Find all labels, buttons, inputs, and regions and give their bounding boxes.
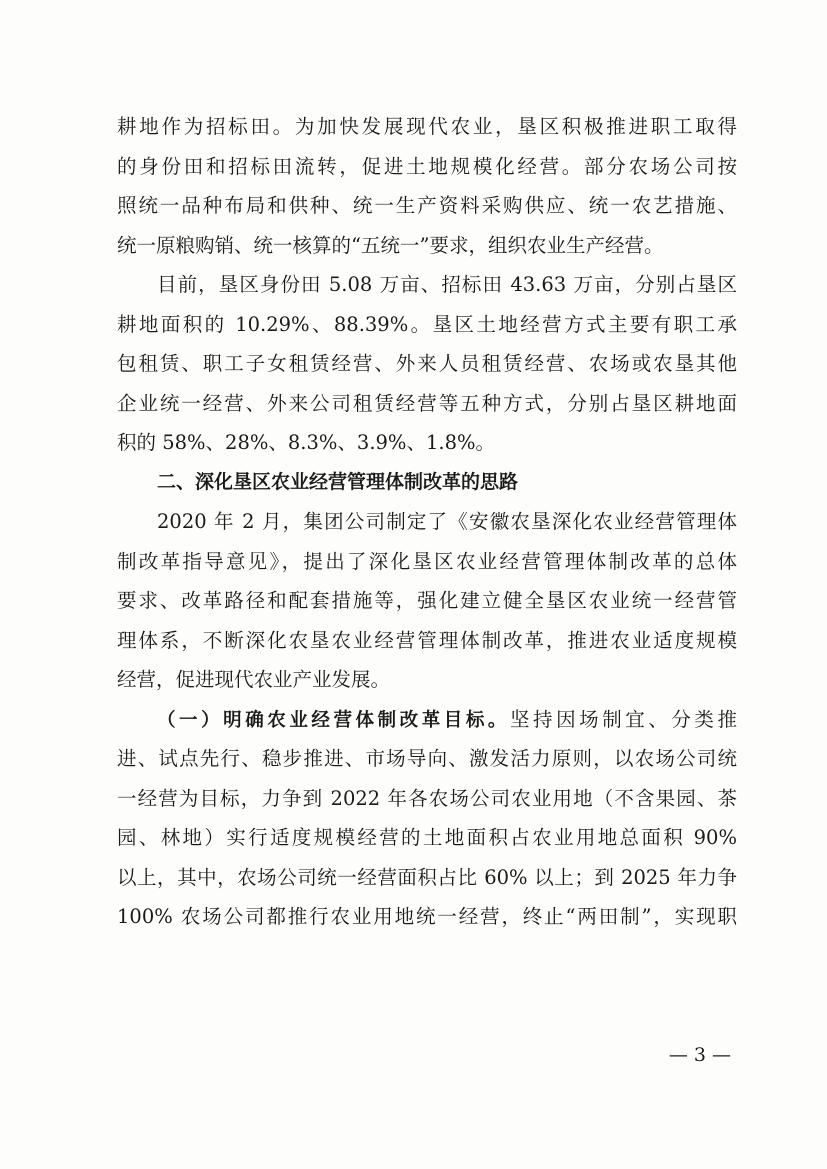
paragraph-line: 目前，垦区身份田 5.08 万亩、招标田 43.63 万亩，分别占垦区 — [157, 273, 737, 296]
paragraph-line: 以上，其中，农场公司统一经营面积占比 60% 以上；到 2025 年力争 — [117, 865, 737, 889]
section-heading: 二、深化垦区农业经营管理体制改革的思路 — [157, 470, 519, 493]
paragraph-line: 耕地作为招标田。为加快发展现代农业，垦区积极推进职工取得 — [117, 115, 737, 138]
document-body — [117, 107, 737, 937]
paragraph-text: 坚持因场制宜、分类推 — [509, 707, 737, 731]
paragraph-line: 的身份田和招标田流转，促进土地规模化经营。部分农场公司按 — [117, 154, 737, 178]
paragraph-line: 企业统一经营、外来公司租赁经营等五种方式，分别占垦区耕地面 — [117, 391, 737, 415]
page-number: — 3 — — [668, 1044, 731, 1066]
paragraph-line: 统一原粮购销、统一核算的“五统一”要求，组织农业生产经营。 — [117, 233, 664, 257]
paragraph-line: 进、试点先行、稳步推进、市场导向、激发活力原则，以农场公司统 — [117, 747, 737, 770]
paragraph-line: 照统一品种布局和供种、统一生产资料采购供应、统一农艺措施、 — [117, 194, 737, 217]
paragraph-line: 100% 农场公司都推行农业用地统一经营，终止“两田制”，实现职 — [117, 905, 737, 928]
paragraph-line: 一经营为目标，力争到 2022 年各农场公司农业用地（不含果园、茶 — [117, 786, 737, 810]
paragraph-line: 耕地面积的 10.29%、88.39%。垦区土地经营方式主要有职工承 — [117, 312, 737, 336]
subsection-lead: （一）明确农业经营体制改革目标。 — [157, 709, 510, 731]
paragraph-line: 经营，促进现代农业产业发展。 — [117, 668, 391, 691]
paragraph-line-with-bold-lead — [117, 700, 737, 740]
paragraph-line: 包租赁、职工子女租赁经营、外来人员租赁经营、农场或农垦其他 — [117, 352, 737, 375]
paragraph-line: 积的 58%、28%、8.3%、3.9%、1.8%。 — [117, 431, 496, 454]
paragraph-line: 要求、改革路径和配套措施等，强化建立健全垦区农业统一经营管 — [117, 589, 737, 612]
paragraph-line: 2020 年 2 月，集团公司制定了《安徽农垦深化农业经营管理体 — [157, 510, 737, 533]
paragraph-line: 园、林地）实行适度规模经营的土地面积占农业用地总面积 90% — [117, 826, 737, 849]
paragraph-line: 制改革指导意见》，提出了深化垦区农业经营管理体制改革的总体 — [117, 549, 737, 573]
paragraph-line: 理体系，不断深化农垦农业经营管理体制改革，推进农业适度规模 — [117, 628, 737, 652]
